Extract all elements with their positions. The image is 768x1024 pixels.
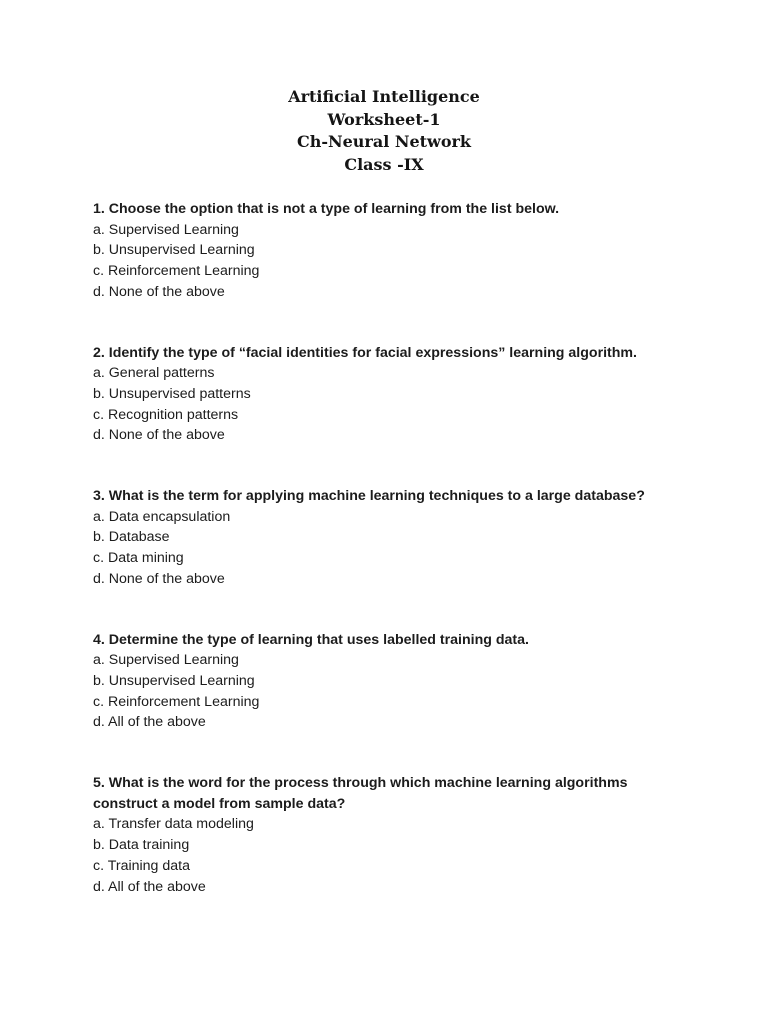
question-text-line: 1. Choose the option that is not a type of learning from the list below. (93, 201, 560, 217)
option-b: b. Unsupervised patterns (93, 385, 251, 402)
option-c: c. Reinforcement Learning (93, 693, 260, 710)
question-text (93, 343, 693, 364)
option-c: c. Training data (93, 857, 191, 874)
subject-title: Artificial Intelligence (288, 87, 480, 106)
option-c: c. Recognition patterns (93, 406, 239, 423)
option-b: b. Unsupervised Learning (93, 242, 255, 259)
option-d: d. None of the above (93, 570, 225, 587)
option-c: c. Reinforcement Learning (93, 263, 260, 280)
option-d: d. All of the above (93, 878, 206, 895)
option-a: a. General patterns (93, 365, 215, 382)
option-b: b. Database (93, 529, 170, 546)
question-text-line: 3. What is the term for applying machine learning techniques to a large database? (93, 488, 645, 505)
question-4 (93, 630, 693, 734)
option-a: a. Transfer data modeling (93, 816, 254, 833)
option-d: d. All of the above (93, 714, 206, 731)
question-text-line: 2. Identify the type of “facial identities for facial expressions” learning algorithm. (93, 344, 637, 361)
question-text-line: 5. What is the word for the process through which machine learning algorithms (93, 775, 628, 792)
chapter-title: Ch-Neural Network (296, 132, 472, 152)
option-b: b. Data training (93, 837, 190, 854)
option-a: a. Supervised Learning (93, 652, 239, 669)
class-label: Class -IX (344, 155, 424, 175)
option-a: a. Supervised Learning (93, 221, 239, 238)
worksheet-number: Worksheet-1 (327, 109, 441, 129)
question-2 (93, 343, 693, 447)
question-text-line: construct a model from sample data? (93, 795, 346, 812)
question-text (93, 486, 693, 507)
option-a: a. Data encapsulation (93, 508, 231, 525)
question-1 (93, 199, 693, 303)
option-d: d. None of the above (93, 427, 225, 444)
question-5 (93, 773, 693, 897)
worksheet-header (0, 86, 768, 177)
question-list (93, 199, 693, 937)
option-d: d. None of the above (93, 283, 225, 300)
question-text (93, 199, 693, 220)
question-text (93, 773, 693, 814)
question-3 (93, 486, 693, 590)
option-b: b. Unsupervised Learning (93, 672, 255, 689)
question-text (93, 630, 693, 651)
question-text-line: 4. Determine the type of learning that uses labelled training data. (93, 631, 529, 648)
option-c: c. Data mining (93, 550, 184, 567)
